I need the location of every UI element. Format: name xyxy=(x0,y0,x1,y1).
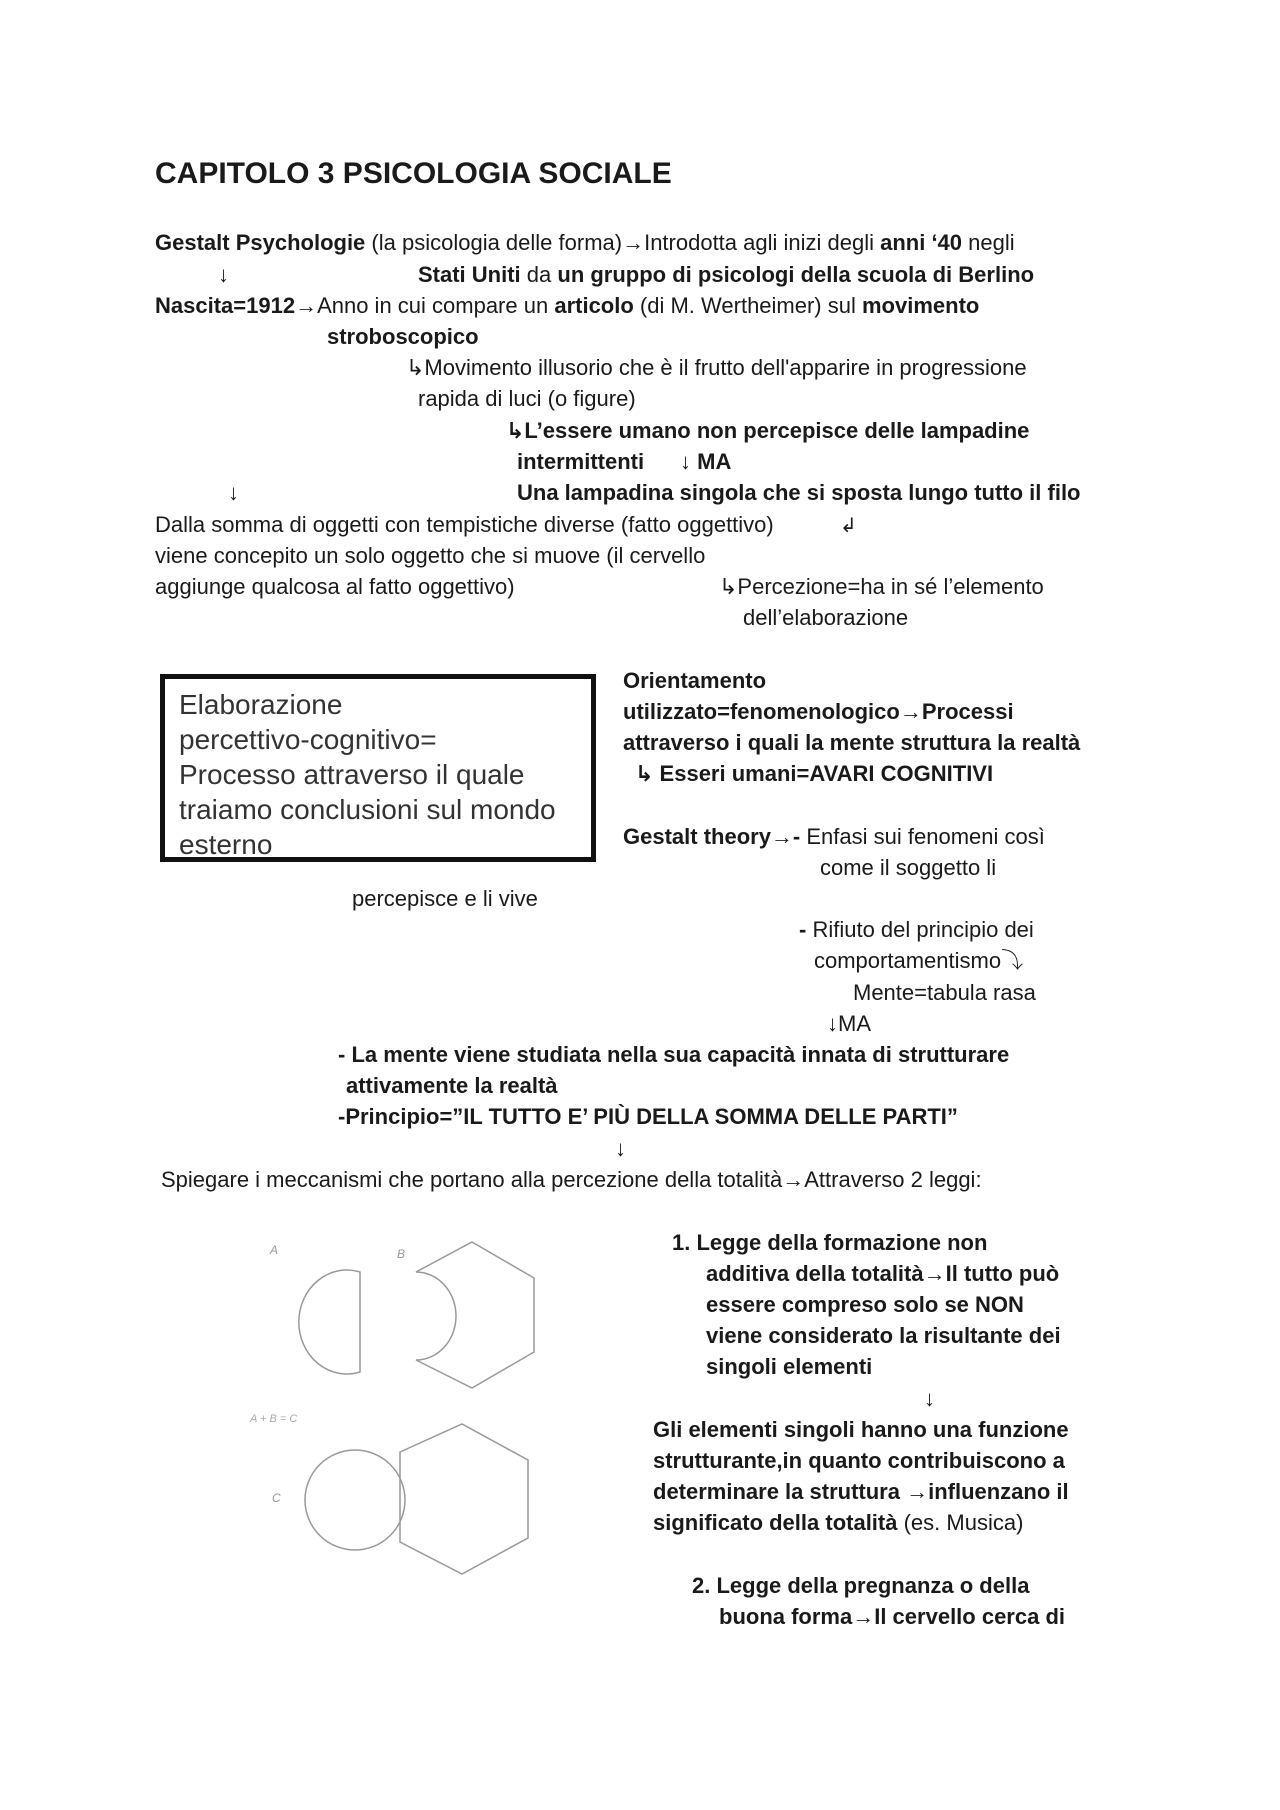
legge-2-line1: 2. Legge della pregnanza o della xyxy=(692,1573,1030,1598)
elementi-line1: Gli elementi singoli hanno una funzione xyxy=(653,1417,1069,1442)
gestalt-theory-label: Gestalt theory→- xyxy=(623,824,801,849)
shape-a-semicircle xyxy=(299,1270,360,1374)
elementi-line4 xyxy=(653,1510,1023,1536)
rifiuto-line1 xyxy=(799,917,1034,943)
anni-term: anni ‘40 xyxy=(880,230,963,255)
gestalt-term: Gestalt Psychologie xyxy=(155,230,366,255)
nascita-term: Nascita=1912 xyxy=(155,293,296,318)
articolo-text: (di M. Wertheimer) sul xyxy=(633,293,862,318)
da-text: da xyxy=(520,262,558,287)
legge-1-line4: viene considerato la risultante dei xyxy=(706,1323,1061,1348)
articolo-term: articolo xyxy=(554,293,634,318)
box-line: esterno xyxy=(179,829,273,860)
gestalt-description: (la psicologia delle forma)→Introdotta agli inizi degli xyxy=(365,230,881,255)
somma-line1: Dalla somma di oggetti con tempistiche diverse (fatto oggettivo) xyxy=(155,512,774,537)
gestalt-theory-line xyxy=(623,824,1045,850)
enfasi-line1: Enfasi sui fenomeni così xyxy=(800,824,1045,849)
figure-label-a: A xyxy=(270,1243,279,1257)
elementi-line2: strutturante,in quanto contribuiscono a xyxy=(653,1448,1065,1473)
stati-uniti-term: Stati Uniti xyxy=(418,262,521,287)
shape-c-circle xyxy=(305,1450,405,1550)
orientamento-line1: Orientamento xyxy=(623,668,767,693)
gruppo-term: un gruppo di psicologi della scuola di Berlino xyxy=(557,262,1035,287)
box-line: traiamo conclusioni sul mondo xyxy=(179,794,556,825)
somma-line2: viene concepito un solo oggetto che si muove (il cervello xyxy=(155,543,706,568)
stroboscopico-bold: stroboscopico xyxy=(327,324,479,349)
enfasi-line3: percepisce e li vive xyxy=(352,886,538,911)
box-line: Elaborazione xyxy=(179,689,343,720)
box-line: Processo attraverso il quale xyxy=(179,759,525,790)
page-title: CAPITOLO 3 PSICOLOGIA SOCIALE xyxy=(155,157,672,190)
down-arrow-2: ↓ xyxy=(228,480,239,505)
essere-umano-line1: ↳L’essere umano non percepisce delle lampadine xyxy=(506,418,1030,443)
down-arrow-1: ↓ xyxy=(218,262,229,287)
rifiuto-text: Rifiuto del principio dei xyxy=(812,917,1034,942)
stroboscopico-term xyxy=(327,324,479,350)
movimento-illusorio-line1: ↳Movimento illusorio che è il frutto dell'apparire in progressione xyxy=(406,355,1027,380)
elementi-line3: determinare la struttura →influenzano il xyxy=(653,1479,1069,1504)
orientamento-line2: utilizzato=fenomenologico→Processi xyxy=(623,699,1014,724)
figure-label-sum: A + B = C xyxy=(250,1413,298,1425)
essere-umano-line2: intermittenti xyxy=(517,449,645,474)
nascita-text: →Anno in cui compare un xyxy=(295,293,555,318)
gestalt-shapes-figure xyxy=(240,1230,570,1610)
studiata-line1: - La mente viene studiata nella sua capacità innata di strutturare xyxy=(338,1042,1010,1067)
ma-connector-1: ↓ MA xyxy=(680,449,732,474)
legge-1-line5: singoli elementi xyxy=(706,1354,873,1379)
legge-2-line2: buona forma→Il cervello cerca di xyxy=(719,1604,1066,1629)
down-arrow-3: ↓ xyxy=(615,1136,626,1161)
rifiuto-dash: - xyxy=(799,917,813,942)
legge-1-line3: essere compreso solo se NON xyxy=(706,1292,1024,1317)
orientamento-line4: ↳ Esseri umani=AVARI COGNITIVI xyxy=(635,761,994,786)
shape-b-hexagon xyxy=(416,1242,534,1388)
elementi-line4-tail: (es. Musica) xyxy=(897,1510,1024,1535)
principio-line: -Principio=”IL TUTTO E’ PIÙ DELLA SOMMA DELLE PARTI” xyxy=(338,1104,958,1129)
figure-label-b: B xyxy=(397,1247,406,1261)
elementi-line4-bold: significato della totalità xyxy=(653,1510,898,1535)
mente-tabula-rasa: Mente=tabula rasa xyxy=(853,980,1036,1005)
box-line: percettivo-cognitivo= xyxy=(179,724,437,755)
somma-line3: aggiunge qualcosa al fatto oggettivo) xyxy=(155,574,515,599)
studiata-line2: attivamente la realtà xyxy=(346,1073,558,1098)
movimento-term: movimento xyxy=(861,293,980,318)
nascita-line xyxy=(155,293,979,319)
return-arrow-icon: ↲ xyxy=(840,515,857,537)
legge-1-line1: 1. Legge della formazione non xyxy=(672,1230,988,1255)
enfasi-line2: come il soggetto li xyxy=(820,855,997,880)
elaborazione-box xyxy=(160,674,596,862)
movimento-illusorio-line2: rapida di luci (o figure) xyxy=(418,386,636,411)
ma-connector-2: ↓MA xyxy=(827,1011,871,1036)
percezione-line2: dell’elaborazione xyxy=(743,605,909,630)
lampadina-line: Una lampadina singola che si sposta lungo tutto il filo xyxy=(517,480,1081,505)
gestalt-line xyxy=(155,230,1015,256)
orientamento-line3: attraverso i quali la mente struttura la realtà xyxy=(623,730,1081,755)
figure-label-c: C xyxy=(272,1491,281,1505)
negli-text: negli xyxy=(962,230,1015,255)
shape-c-hexagon xyxy=(400,1424,528,1574)
rifiuto-line2: comportamentismo⤵ xyxy=(814,948,1024,973)
percezione-line1: ↳Percezione=ha in sé l’elemento xyxy=(719,574,1044,599)
down-arrow-4: ↓ xyxy=(924,1386,935,1411)
spiegare-line: Spiegare i meccanismi che portano alla percezione della totalità→Attraverso 2 leggi: xyxy=(161,1167,982,1192)
stati-uniti-line xyxy=(418,262,1034,288)
legge-1-line2: additiva della totalità→Il tutto può xyxy=(706,1261,1060,1286)
